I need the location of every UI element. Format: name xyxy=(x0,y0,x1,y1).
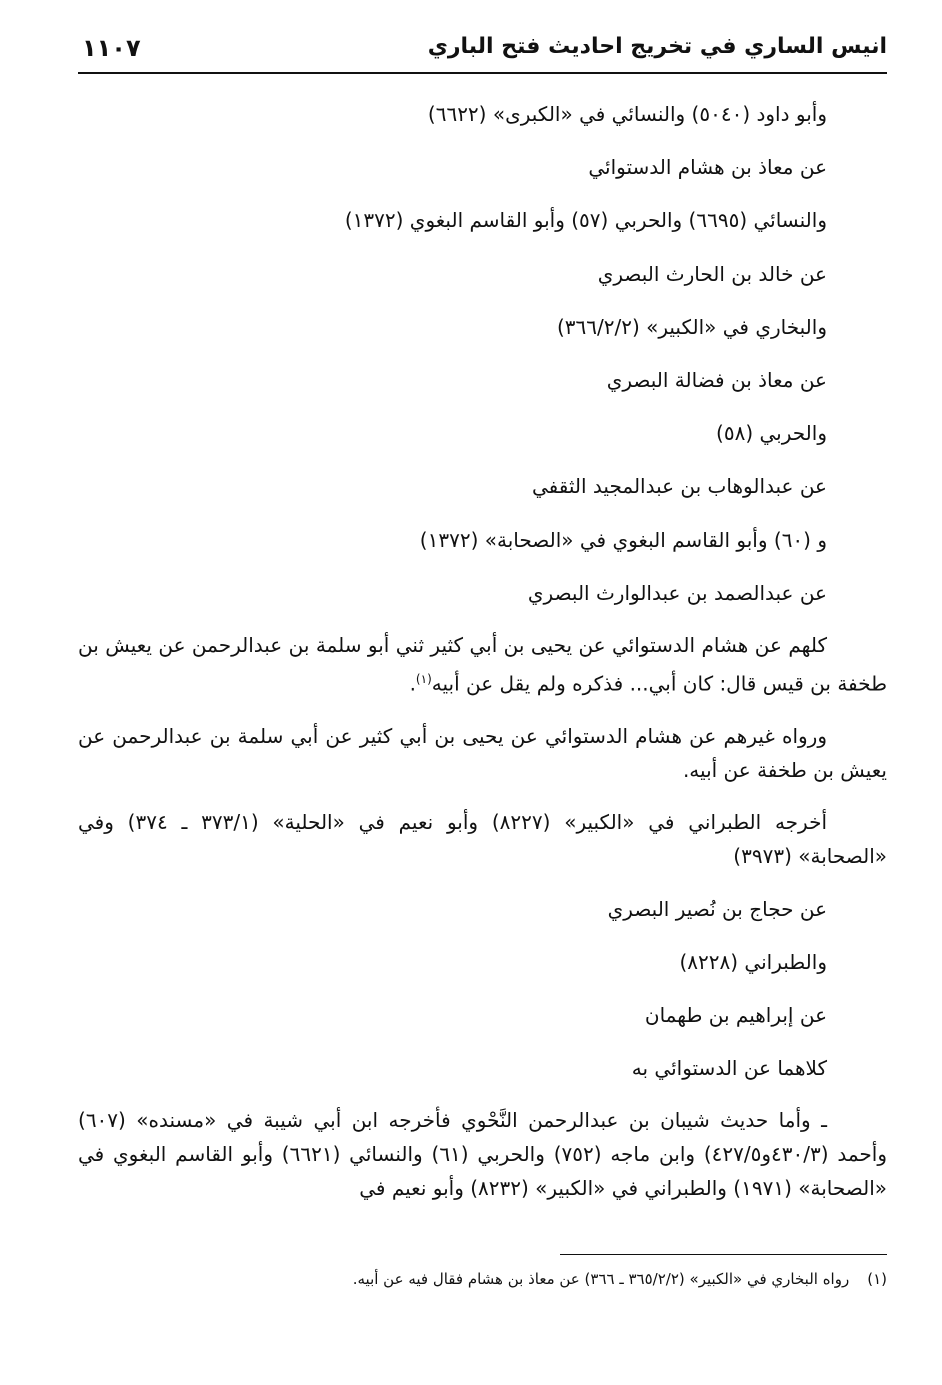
paragraph-end: . xyxy=(409,671,416,696)
text-line: عن معاذ بن فضالة البصري xyxy=(606,367,827,392)
text-line: والحربي (٥٨) xyxy=(716,421,827,446)
header-rule xyxy=(78,72,887,74)
footnote-rule xyxy=(560,1254,887,1255)
paragraph: ورواه غيرهم عن هشام الدستوائي عن يحيى بن أبي كثير عن أبي سلمة بن عبدالرحمن عن يعيش بن طخفة عن أبيه. xyxy=(78,723,887,782)
paragraph: أخرجه الطبراني في «الكبير» (٨٢٢٧) وأبو نعيم في «الحلية» (٣٧٣/١ ـ ٣٧٤) وفي «الصحابة» (٣٩٧٣) xyxy=(78,809,887,868)
text-line: عن عبدالوهاب بن عبدالمجيد الثقفي xyxy=(531,474,827,499)
text-line: و (٦٠) وأبو القاسم البغوي في «الصحابة» (١٣٧٢) xyxy=(419,527,827,552)
text-line: عن إبراهيم بن طهمان xyxy=(644,1002,827,1027)
footnote-text: رواه البخاري في «الكبير» (٣٦٥/٢/٢ ـ ٣٦٦) عن معاذ بن هشام فقال فيه عن أبيه. xyxy=(352,1270,850,1288)
text-line: عن خالد بن الحارث البصري xyxy=(597,261,827,286)
main-text xyxy=(78,88,887,1215)
footnote xyxy=(78,1270,887,1288)
text-line: عن معاذ بن هشام الدستوائي xyxy=(588,155,827,180)
text-line: عن عبدالصمد بن عبدالوارث البصري xyxy=(527,580,827,605)
text-line: وأبو داود (٥٠٤٠) والنسائي في «الكبرى» (٦٦٢٢) xyxy=(427,102,827,126)
page-number: ١١٠٧ xyxy=(82,34,141,62)
text-line: والبخاري في «الكبير» (٣٦٦/٢/٢) xyxy=(556,314,827,339)
text-line: والنسائي (٦٦٩٥) والحربي (٥٧) وأبو القاسم البغوي (١٣٧٢) xyxy=(344,208,827,233)
paragraph-text: كلهم عن هشام الدستوائي عن يحيى بن أبي كثير ثني أبو سلمة بن عبدالرحمن عن يعيش بن طخفة بن قيس قال: كان أبي... فذكره ولم يقل عن أبيه xyxy=(78,632,887,696)
footnote-mark: (١) xyxy=(867,1270,887,1288)
page-header xyxy=(78,30,887,70)
text-line: عن حجاج بن نُصير البصري xyxy=(607,896,827,921)
paragraph xyxy=(78,620,887,711)
footnote-ref: (١) xyxy=(415,671,432,686)
text-line: كلاهما عن الدستوائي به xyxy=(631,1056,827,1081)
paragraph: ـ وأما حديث شيبان بن عبدالرحمن النَّحْوي فأخرجه ابن أبي شيبة في «مسنده» (٦٠٧) وأحمد (٤٣٠/٣و٤٢٧/٥) وابن ماجه (٧٥٢) والحربي (٦١) والنسائي (٦٦٢١) وأبو القاسم البغوي في «الصحابة» (١٩٧١) والطبراني في «الكبير» (٨٢٣٢) وأبو نعيم في xyxy=(78,1108,888,1201)
text-line: والطبراني (٨٢٢٨) xyxy=(679,949,827,974)
running-title: انيس الساري في تخريج احاديث فتح الباري xyxy=(427,34,887,59)
